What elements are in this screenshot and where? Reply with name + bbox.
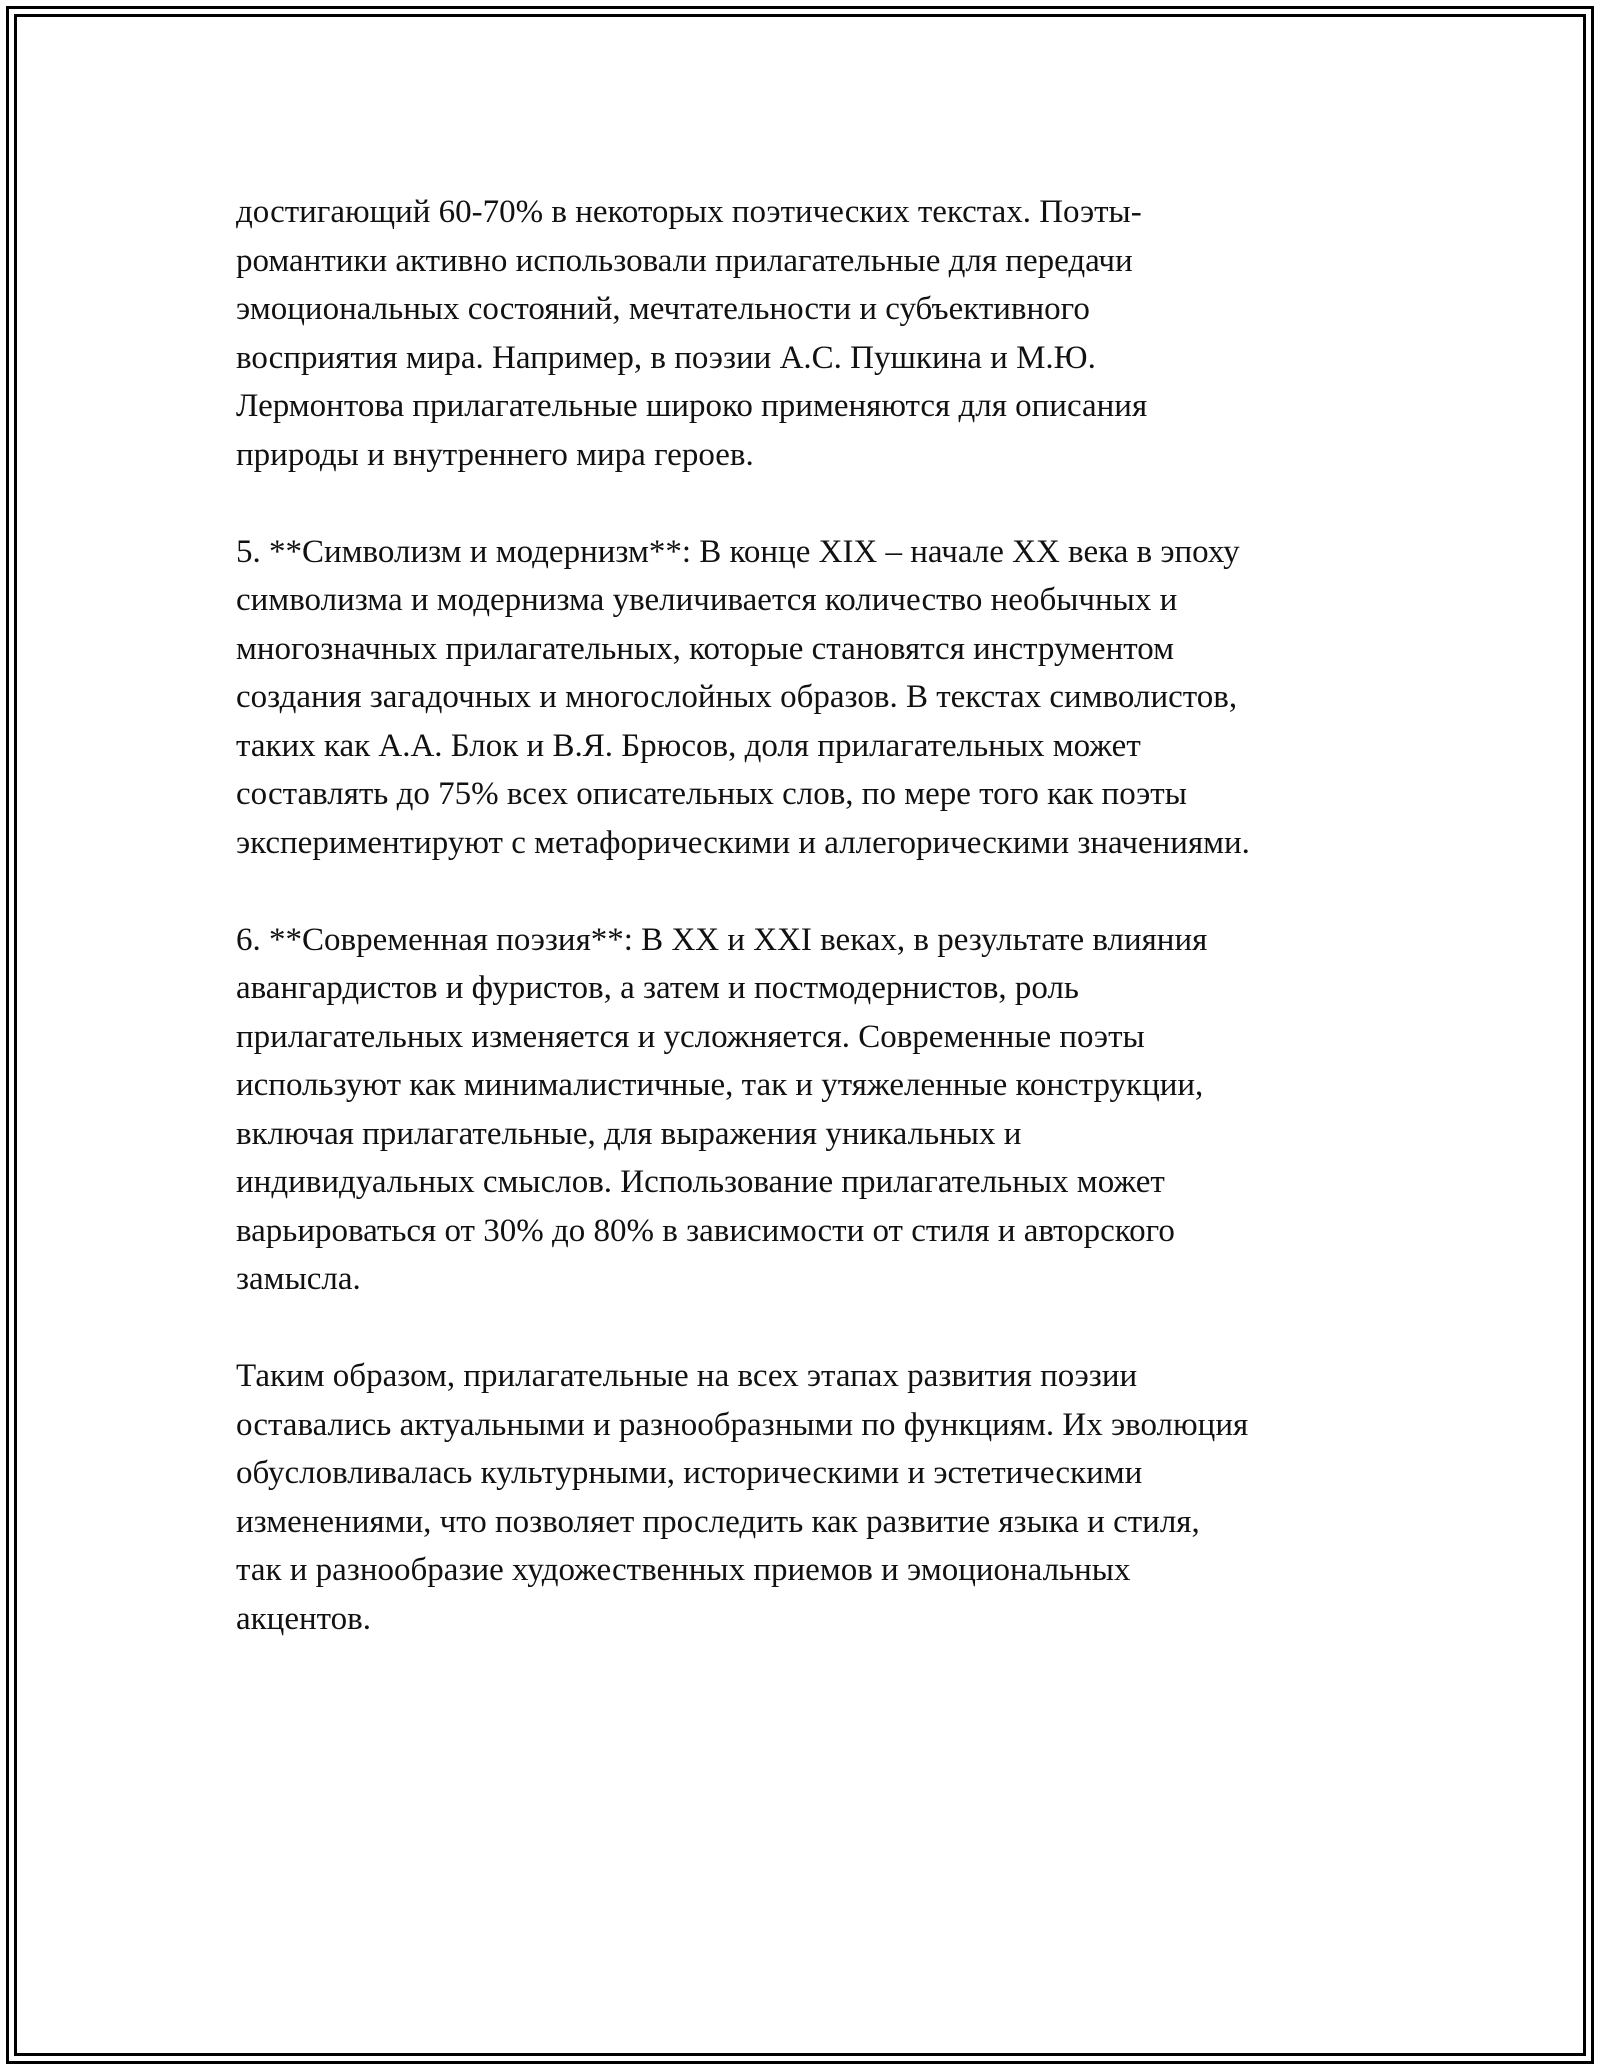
text-line: Таким образом, прилагательные на всех этапах развития поэзии [236, 1358, 1138, 1394]
text-line: индивидуальных смыслов. Использование прилагательных может [236, 1164, 1165, 1200]
text-line: включая прилагательные, для выражения уникальных и [236, 1115, 1022, 1152]
text-line: многозначных прилагательных, которые становятся инструментом [236, 630, 1174, 667]
text-line: обусловливалась культурными, историческими и эстетическими [236, 1455, 1143, 1491]
text-line: достигающий 60-70% в некоторых поэтических текстах. Поэты- [236, 194, 1142, 230]
text-line: Лермонтова прилагательные широко применяются для описания [236, 388, 1148, 424]
text-line: экспериментируют с метафорическими и аллегорическими значениями. [236, 824, 1250, 861]
text-line: прилагательных изменяется и усложняется. Современные поэты [236, 1018, 1145, 1055]
text-line: замысла. [236, 1261, 361, 1297]
text-line: авангардистов и фуристов, а затем и постмодернистов, роль [236, 970, 1079, 1006]
text-line: изменениями, что позволяет проследить как развитие языка и стиля, [236, 1503, 1200, 1540]
paragraph-symbolism [236, 528, 1416, 868]
text-line: романтики активно использовали прилагательные для передачи [236, 242, 1133, 279]
text-line: используют как минималистичные, так и утяжеленные конструкции, [236, 1067, 1204, 1103]
text-line: 5. **Символизм и модернизм**: В конце XIX – начале XX века в эпоху [236, 533, 1240, 570]
text-line: оставались актуальными и разнообразными по функциям. Их эволюция [236, 1406, 1249, 1443]
text-line: таких как А.А. Блок и В.Я. Брюсов, доля прилагательных может [236, 727, 1141, 764]
text-line: варьироваться от 30% до 80% в зависимости от стиля и авторского [236, 1212, 1175, 1249]
paragraph-romanticism [236, 188, 1416, 479]
text-line: восприятия мира. Например, в поэзии А.С. Пушкина и М.Ю. [236, 339, 1096, 376]
paragraph-conclusion [236, 1352, 1416, 1643]
text-line: 6. **Современная поэзия**: В XX и XXI веках, в результате влияния [236, 921, 1208, 958]
text-line: так и разнообразие художественных приемов и эмоциональных [236, 1552, 1131, 1588]
text-line: природы и внутреннего мира героев. [236, 436, 754, 473]
text-line: символизма и модернизма увеличивается количество необычных и [236, 582, 1178, 618]
paragraph-modern-poetry [236, 916, 1416, 1304]
text-line: создания загадочных и многослойных образов. В текстах символистов, [236, 679, 1238, 715]
document-body [236, 188, 1416, 1692]
text-line: эмоциональных состояний, мечтательности и субъективного [236, 291, 1090, 327]
text-line: акцентов. [236, 1600, 371, 1637]
text-line: составлять до 75% всех описательных слов, по мере того как поэты [236, 776, 1187, 812]
